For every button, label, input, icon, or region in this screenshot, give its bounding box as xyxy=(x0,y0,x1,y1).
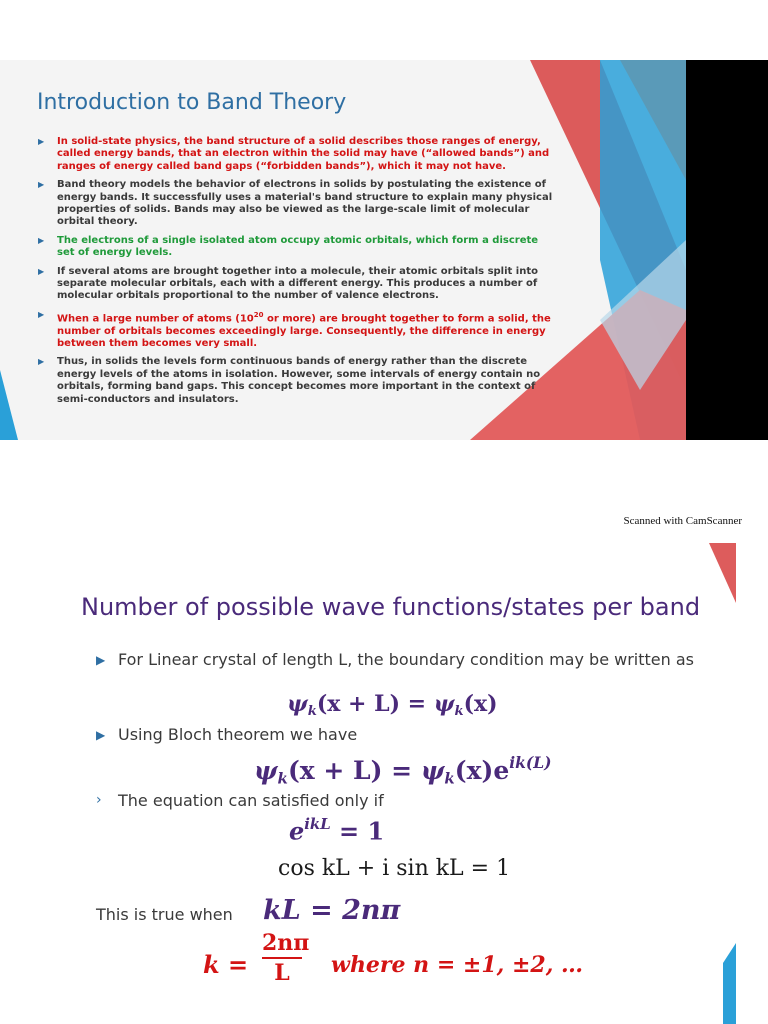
equation-euler: cos kL + i sin kL = 1 xyxy=(278,856,511,881)
black-side-bar xyxy=(686,60,768,440)
fraction-2npi-over-L: 2nπ L xyxy=(262,930,310,986)
bullet-item: ▶ Thus, in solids the levels form continuous bands of energy rather than the discrete energy levels of the atoms in isolation. However, some intervals of energy contain no orbitals, forming band gaps. This concept becomes more important in the context of semi-conductors and insulators. xyxy=(38,356,541,405)
equation-boundary: $\psi_k(x + L) = \psi_k(x)$ xyxy=(287,691,498,719)
bullet-item: ▶ The electrons of a single isolated atom occupy atomic orbitals, which form a discrete set of energy levels. xyxy=(38,234,539,259)
arrow-right-icon: ▶ xyxy=(38,137,45,146)
equation-bloch: $\psi_k(x + L) = \psi_k(x)e^{ik(L)}$ xyxy=(254,753,552,788)
bullet-item: ▶ In solid-state physics, the band structure of a solid describes those ranges of energy, called energy bands, that an electron within the solid may have (“allowed bands”) and ranges of energy called band gaps (“forbidden bands”), which it may not have. xyxy=(38,136,550,172)
triangle-right-icon: ▶ xyxy=(96,653,106,667)
bullet-item: ▶ For Linear crystal of length L, the boundary condition may be written as xyxy=(96,650,694,669)
slide-1 xyxy=(0,60,768,440)
bullet-item: ▶ If several atoms are brought together into a molecule, their atomic orbitals split into separate molecular orbitals, each with a different energy. This produces a number of molecular orbitals proportional to the number of valence electrons. xyxy=(38,265,539,302)
slide-1-title: Introduction to Band Theory xyxy=(37,90,347,115)
arrow-right-icon: ▶ xyxy=(38,180,45,190)
blue-band-left xyxy=(0,370,18,440)
equation-n-values: where n = ±1, ±2, … xyxy=(331,952,584,978)
chevron-right-icon: › xyxy=(96,792,102,808)
bullet-item: ▶ When a large number of atoms ($10^{20}$ or more) are brought together to form a solid, the number of orbitals becomes exceedingly large. Consequently, the difference in energy between them becomes very small. xyxy=(38,309,551,350)
bullet-item: ▶ Band theory models the behavior of electrons in solids by postulating the existence of energy bands. It successfully uses a material's band structure to explain many physical properties of solids. Bands may also be viewed as the large-scale limit of molecular orbital theory. xyxy=(38,179,553,228)
true-when-text: This is true when xyxy=(96,905,233,924)
arrow-right-icon: ▶ xyxy=(38,309,45,319)
slide-1-bullets xyxy=(38,136,558,412)
equation-kl: kL = 2nπ xyxy=(263,895,401,926)
red-corner-band xyxy=(709,543,736,603)
arrow-right-icon: ▶ xyxy=(38,266,45,276)
equation-k-lhs: k = xyxy=(203,950,249,979)
triangle-right-icon: ▶ xyxy=(96,728,106,742)
equation-exponential: $e^{ikL} = 1$ xyxy=(289,815,385,846)
scanner-watermark: Scanned with CamScanner xyxy=(623,515,742,527)
bullet-item: ▶ Using Bloch theorem we have xyxy=(96,725,358,744)
arrow-right-icon: ▶ xyxy=(38,235,45,245)
slide-2 xyxy=(33,543,736,1024)
slide-2-title: Number of possible wave functions/states per band xyxy=(81,593,701,621)
blue-corner-band xyxy=(723,943,736,1024)
bullet-item: › The equation can satisfied only if xyxy=(96,791,384,810)
arrow-right-icon: ▶ xyxy=(38,357,45,367)
